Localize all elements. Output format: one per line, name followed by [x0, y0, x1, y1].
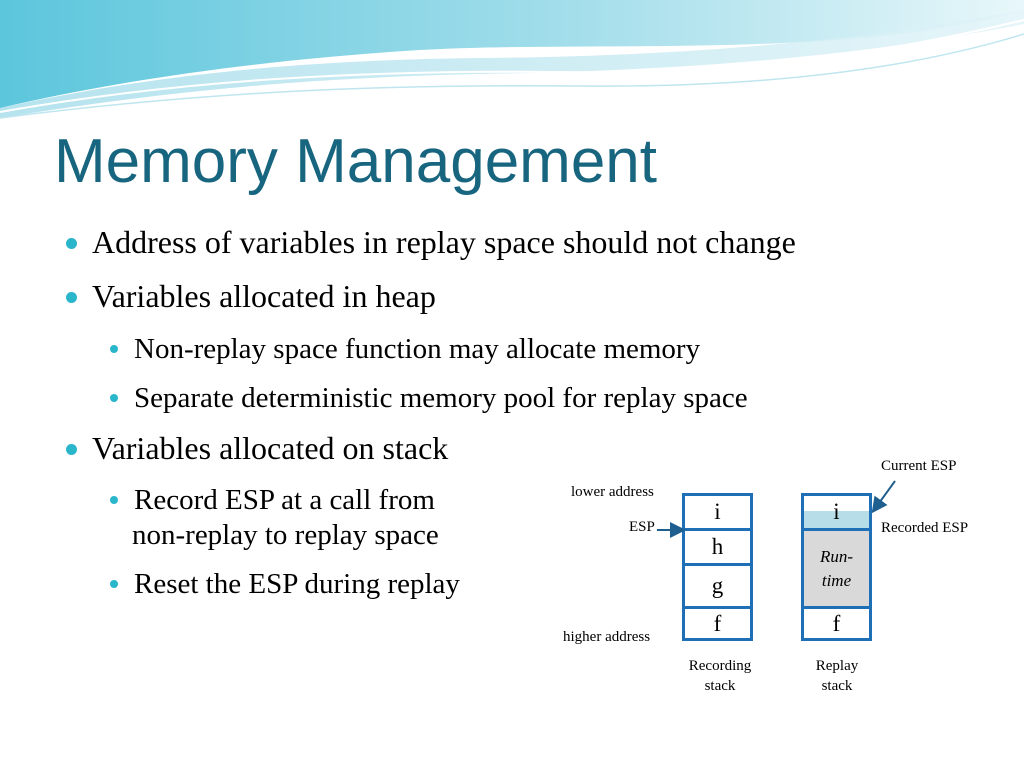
bullet-text: Variables allocated on stack [92, 430, 449, 466]
bullet-text: Variables allocated in heap [92, 278, 436, 314]
recording-stack-caption-line1: Recording [688, 658, 752, 674]
bullet-text: Address of variables in replay space should not change [92, 224, 796, 260]
sub-bullet-text: Reset the ESP during replay [134, 568, 460, 600]
esp-label: ESP [629, 519, 655, 535]
replay-stack-bottom-cell: f [801, 606, 872, 641]
sub-bullet-text: Separate deterministic memory pool for replay space [134, 382, 748, 414]
replay-stack-top-cell: i [801, 493, 872, 531]
slide-title: Memory Management [54, 127, 658, 196]
sub-bullet-text: Record ESP at a call from [134, 484, 435, 516]
recording-stack-caption-line2: stack [704, 678, 736, 694]
higher-address-label: higher address [563, 629, 651, 645]
replay-stack-caption-line2: stack [821, 678, 853, 694]
sub-bullet-text-continued: non-replay to replay space [132, 519, 439, 551]
sub-bullet-text: Non-replay space function may allocate memory [134, 333, 701, 365]
lower-address-label: lower address [571, 484, 654, 500]
recorded-esp-label: Recorded ESP [881, 520, 969, 536]
runtime-label-line2: time [821, 571, 852, 590]
recording-stack-cell: g [682, 563, 753, 609]
recording-stack-cell: h [682, 528, 753, 566]
current-esp-arrow-icon [874, 481, 895, 510]
recording-stack-cell: i [682, 493, 753, 531]
replay-stack-caption-line1: Replay [815, 658, 859, 674]
runtime-label-line1: Run- [819, 547, 854, 566]
current-esp-label: Current ESP [881, 458, 957, 474]
recording-stack-cell: f [682, 606, 753, 641]
